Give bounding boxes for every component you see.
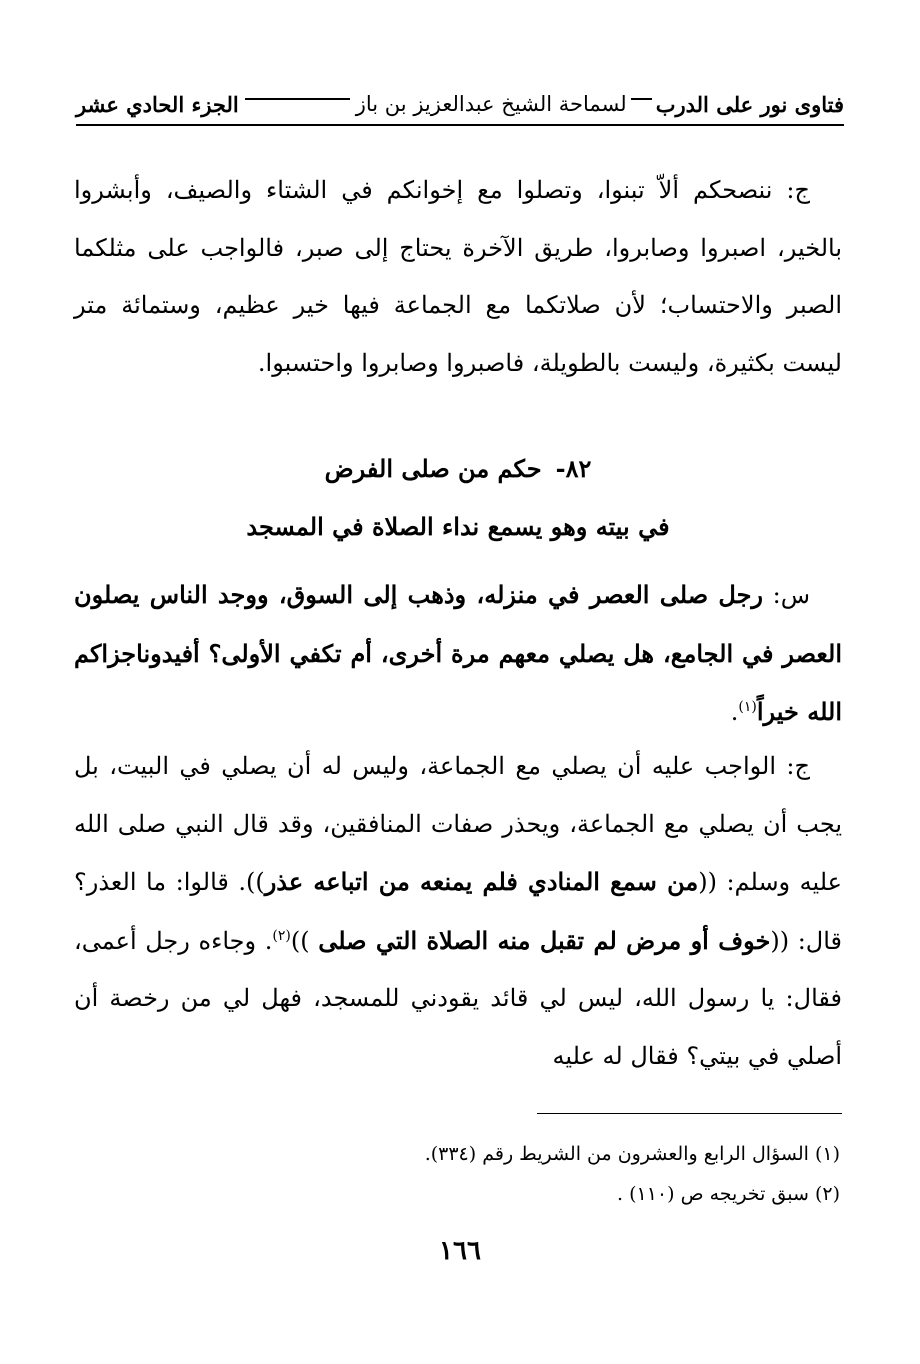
hadith-quote-2: خوف أو مرض لم تقبل منه الصلاة التي صلى (318, 925, 771, 955)
header-author: لسماحة الشيخ عبدالعزيز بن باز (355, 92, 627, 116)
answer-part-3: )) (290, 926, 319, 955)
hadith-quote-1: من سمع المنادي فلم يمنعه من اتباعه عذر (264, 867, 699, 896)
answer-paragraph-previous (74, 162, 842, 392)
question-text: رجل صلى العصر في منزله، وذهب إلى السوق، ووجد الناس يصلون العصر في الجامع، هل يصلي معهم مرة أخرى، أم تكفي الأولى؟ أفيدوناجزاكم الله خيراً (74, 580, 842, 726)
footnote-1: (١) السؤال الرابع والعشرون من الشريط رقم (٣٣٤). (424, 1143, 840, 1165)
page-number: ١٦٦ (439, 1236, 481, 1266)
answer-part-4: . وجاءه رجل أعمى، فقال: يا رسول الله، ليس لي قائد يقودني للمسجد، فهل لي من رخصة أن أصلي في بيتي؟ فقال له عليه (74, 926, 842, 1070)
answer-paragraph (74, 738, 842, 1085)
fatwa-title-line-2: في بيته وهو يسمع نداء الصلاة في المسجد (246, 512, 670, 541)
answer-part-2: )). قالوا: ما العذر؟ قال: (( (74, 868, 843, 955)
question-end: . (730, 698, 739, 726)
fatwa-heading (74, 440, 842, 556)
question-paragraph (74, 566, 842, 742)
footnotes (74, 1134, 840, 1214)
footnote-2: (٢) سبق تخريجه ص (١١٠) . (617, 1183, 840, 1205)
header-separator (631, 98, 652, 100)
header-part: الجزء الحادي عشر (76, 91, 239, 117)
answer-text: ج: ننصحكم ألاّ تبنوا، وتصلوا مع إخوانكم في الشتاء والصيف، وأبشروا بالخير، اصبروا وصابروا، طريق الآخرة يحتاج إلى صبر، فالواجب على مثلكما الصبر والاحتساب؛ لأن صلاتكما مع الجماعة فيها خير عظيم، وستمائة متر ليست بكثيرة، وليست بالطويلة، فاصبروا وصابروا واحتسبوا. (74, 176, 842, 377)
footnote-ref-1: (١) (738, 699, 757, 715)
footnote-ref-2: (٢) (272, 927, 291, 944)
running-header (76, 84, 844, 126)
header-separator-long (245, 98, 350, 100)
question-prefix: س: (772, 581, 810, 609)
answer-part-1: ج: الواجب عليه أن يصلي مع الجماعة، وليس له أن يصلي في البيت، بل يجب أن يصلي مع الجماعة، ويحذر صفات المنافقين، وقد قال النبي صلى الله عليه وسلم: (( (74, 752, 842, 896)
fatwa-title-line-1: حكم من صلى الفرض (324, 454, 542, 483)
fatwa-number: ٨٢- (555, 454, 592, 483)
footnote-divider (537, 1113, 842, 1114)
header-book-title: فتاوى نور على الدرب (655, 91, 844, 117)
